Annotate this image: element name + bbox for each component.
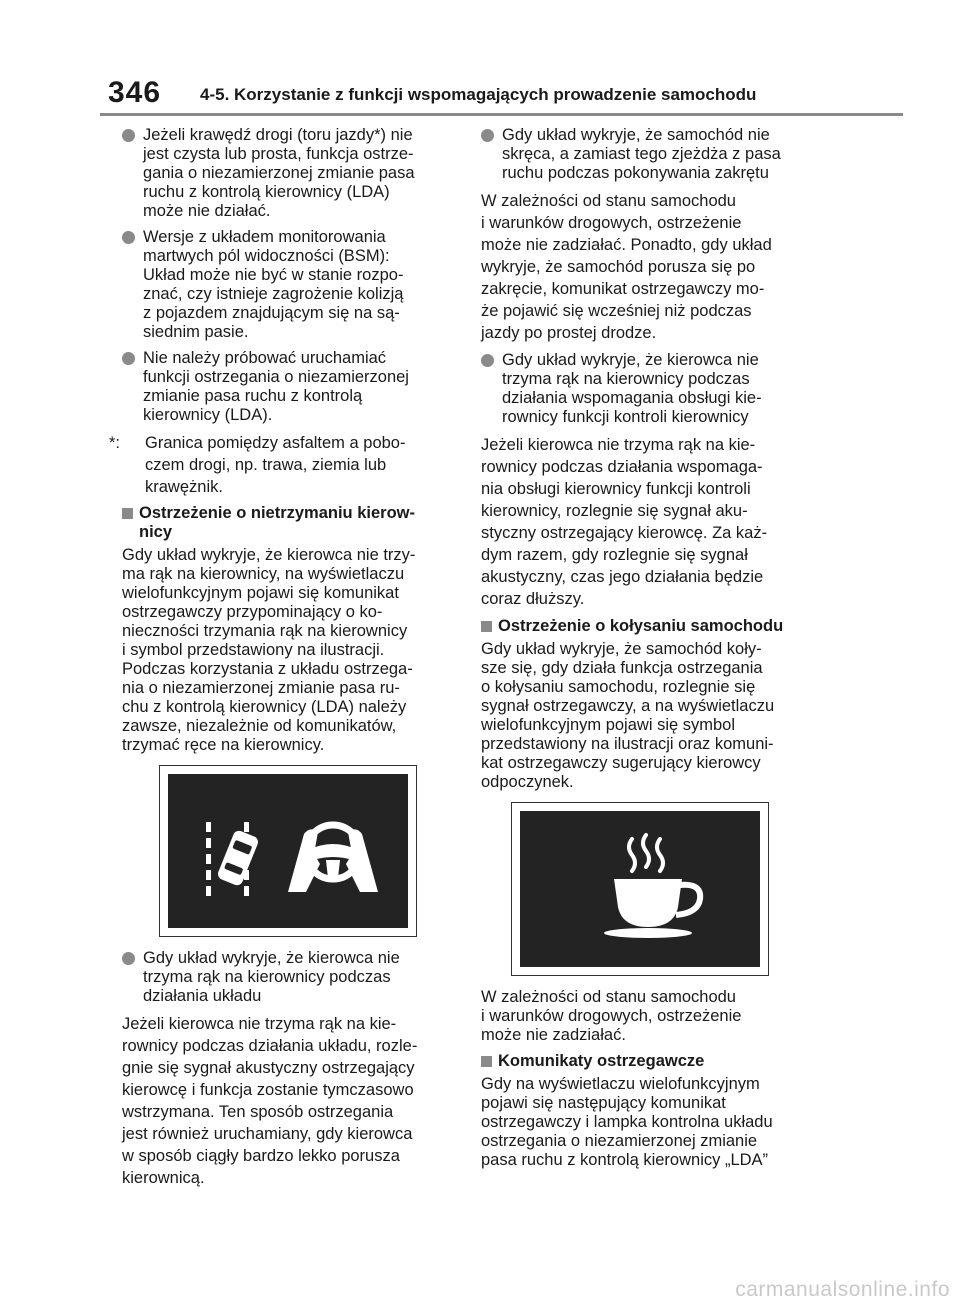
text-line: że pojawić się wcześniej niż podczas (481, 302, 752, 320)
text-line: działania układu (143, 987, 262, 1005)
text-line: kierownicy, rozlegnie się sygnał aku- (481, 502, 748, 520)
figure-lda-warning (159, 765, 417, 937)
text-line: wielofunkcyjnym pojawi się symbol (481, 716, 736, 734)
text-line: i warunków drogowych, ostrzeżenie (481, 1007, 742, 1025)
text-line: i warunków drogowych, ostrzeżenie (481, 214, 742, 232)
text-line: Gdy układ wykryje, że samochód nie (502, 126, 770, 144)
text-line: Jeżeli krawędź drogi (toru jazdy*) nie (143, 126, 413, 144)
footnote (109, 432, 452, 498)
right-column (481, 126, 811, 1177)
square-bullet-icon (122, 508, 133, 519)
lane-departure-icon (206, 822, 260, 896)
text-line: może nie zadziałać. (481, 1026, 626, 1044)
text-line: kierowcę i funkcja zostanie tymczasowo (122, 1081, 414, 1099)
chapter-title: 4-5. Korzystanie z funkcji wspomagających prowadzenie samochodu (200, 85, 757, 104)
text-line: ruchu podczas pokonywania zakrętu (502, 164, 769, 182)
text-line: Układ może nie być w stanie rozpo- (143, 266, 404, 284)
text-line: przedstawiony na ilustracji oraz komuni- (481, 735, 774, 753)
circle-bullet-icon (481, 354, 494, 367)
text-line: Ostrzeżenie o kołysaniu samochodu (498, 617, 784, 635)
display-screen (520, 811, 760, 967)
text-line: Ostrzeżenie o nietrzymaniu kierow- (139, 504, 415, 522)
circle-bullet-icon (122, 952, 135, 965)
section-heading-sway (481, 617, 811, 636)
text-line: znać, czy istnieje zagrożenie kolizją (143, 285, 404, 303)
watermark: carmanualsonline.info (735, 1278, 950, 1301)
bullet-road-edge (122, 126, 452, 221)
text-line: pasa ruchu z kontrolą kierownicy „LDA” (481, 1151, 769, 1169)
text-line: nieczności trzymania rąk na kierownicy (122, 622, 408, 640)
text-line: ruchu z kontrolą kierownicy (LDA) (143, 183, 390, 201)
hands-on-wheel-icon (288, 825, 378, 892)
square-bullet-icon (481, 621, 492, 632)
text-line: rownicy podczas działania wspomaga- (481, 458, 763, 476)
text-line: rownicy podczas działania układu, rozle- (122, 1037, 418, 1055)
text-line: Wersje z układem monitorowania (143, 228, 386, 246)
paragraph-curve (481, 190, 811, 344)
text-line: dym razem, gdy rozlegnie się sygnał (481, 546, 748, 564)
text-line: i symbol przedstawiony na ilustracji. (122, 641, 385, 659)
text-line: może nie działać. (143, 202, 271, 220)
text-line: styczny ostrzegający kierowcę. Za każ- (481, 524, 768, 542)
coffee-cup-icon (604, 835, 700, 938)
display-screen (168, 774, 408, 928)
circle-bullet-icon (122, 129, 135, 142)
figure-sway-warning (511, 802, 769, 976)
footnote-mark: *: (109, 434, 121, 452)
text-line: Nie należy próbować uruchamiać (143, 349, 387, 367)
text-line: wykryje, że samochód porusza się po (481, 258, 756, 276)
text-line: zmianie pasa ruchu z kontrolą (143, 387, 363, 405)
section-heading-hands-off (122, 504, 452, 542)
text-line: Gdy układ wykryje, że kierowca nie trzy- (122, 546, 416, 564)
text-line: coraz dłuższy. (481, 590, 585, 608)
text-line: jazdy po prostej drodze. (481, 324, 657, 342)
text-line: kat ostrzegawczy sugerujący kierowcy (481, 754, 761, 772)
text-line: Jeżeli kierowca nie trzyma rąk na kie- (481, 436, 756, 454)
text-line: Podczas korzystania z układu ostrzega- (122, 660, 413, 678)
text-line: Gdy układ wykryje, że samochód koły- (481, 640, 762, 658)
bullet-curve (481, 126, 811, 183)
text-line: gnie się sygnał akustyczny ostrzegający (122, 1059, 415, 1077)
text-line: akustyczny, czas jego działania będzie (481, 568, 764, 586)
bullet-bsm (122, 228, 452, 342)
text-line: jest również uruchamiany, gdy kierowca (122, 1125, 413, 1143)
text-line: zawsze, niezależnie od komunikatów, (122, 717, 397, 735)
text-line: z pojazdem znajdującym się na są- (143, 304, 400, 322)
paragraph-sway (481, 640, 811, 792)
text-line: sze się, gdy działa funkcja ostrzegania (481, 659, 763, 677)
square-bullet-icon (481, 1056, 492, 1067)
text-line: kierownicy (LDA). (143, 406, 273, 424)
paragraph-sway-condition (481, 988, 811, 1045)
text-line: Komunikaty ostrzegawcze (498, 1052, 705, 1070)
bullet-do-not-activate (122, 349, 452, 425)
text-line: zakręcie, komunikat ostrzegawczy mo- (481, 280, 765, 298)
bullet-hands-off-during-operation (122, 949, 452, 1006)
text-line: w sposób ciągły bardzo lekko porusza (122, 1147, 400, 1165)
text-line: Gdy na wyświetlaczu wielofunkcyjnym (481, 1075, 760, 1093)
circle-bullet-icon (122, 352, 135, 365)
paragraph-warnings (481, 1075, 811, 1170)
paragraph-hands-off (122, 546, 452, 755)
text-line: gania o niezamierzonej zmianie pasa (143, 164, 415, 182)
text-line: W zależności od stanu samochodu (481, 988, 736, 1006)
text-line: siednim pasie. (143, 323, 249, 341)
text-line: działania wspomagania obsługi kie- (502, 389, 762, 407)
text-line: może nie zadziałać. Ponadto, gdy układ (481, 236, 772, 254)
text-line: Gdy układ wykryje, że kierowca nie (143, 949, 400, 967)
sway-symbol (520, 811, 760, 967)
text-line: wielofunkcyjnym pojawi się komunikat (122, 584, 399, 602)
text-line: funkcji ostrzegania o niezamierzonej (143, 368, 409, 386)
text-line: nicy (139, 523, 173, 541)
text-line: ostrzegania o niezamierzonej zmianie (481, 1132, 758, 1150)
paragraph-hands-off-operation (122, 1013, 452, 1189)
text-line: Granica pomiędzy asfaltem a pobo- (145, 434, 406, 452)
text-line: trzyma rąk na kierownicy podczas (143, 968, 391, 986)
text-line: wstrzymana. Ten sposób ostrzegania (122, 1103, 394, 1121)
circle-bullet-icon (122, 231, 135, 244)
paragraph-steering-assist (481, 434, 811, 610)
section-heading-warnings (481, 1052, 811, 1071)
text-line: W zależności od stanu samochodu (481, 192, 736, 210)
text-line: ma rąk na kierownicy, na wyświetlaczu (122, 565, 405, 583)
text-line: chu z kontrolą kierownicy (LDA) należy (122, 698, 407, 716)
text-line: nia o niezamierzonej zmianie pasa ru- (122, 679, 400, 697)
text-line: trzyma rąk na kierownicy podczas (502, 370, 750, 388)
text-line: sygnał ostrzegawczy, a na wyświetlaczu (481, 697, 775, 715)
text-line: jest czysta lub prosta, funkcja ostrze- (143, 145, 414, 163)
lda-symbols (168, 774, 408, 928)
text-line: ostrzegawczy przypominający o ko- (122, 603, 383, 621)
text-line: odpoczynek. (481, 773, 574, 791)
left-column (109, 126, 452, 1196)
text-line: nia obsługi kierownicy funkcji kontroli (481, 480, 751, 498)
text-line: Jeżeli kierowca nie trzyma rąk na kie- (122, 1015, 397, 1033)
page-header (0, 0, 960, 120)
text-line: Gdy układ wykryje, że kierowca nie (502, 351, 759, 369)
text-line: rownicy funkcji kontroli kierownicy (502, 408, 749, 426)
text-line: krawężnik. (145, 478, 223, 496)
page-number: 346 (108, 76, 162, 109)
header-divider (100, 113, 903, 116)
circle-bullet-icon (481, 129, 494, 142)
text-line: czem drogi, np. trawa, ziemia lub (145, 456, 387, 474)
text-line: trzymać ręce na kierownicy. (122, 736, 325, 754)
text-line: pojawi się następujący komunikat (481, 1094, 726, 1112)
bullet-steering-assist (481, 351, 811, 427)
text-line: ostrzegawczy i lampka kontrolna układu (481, 1113, 773, 1131)
text-line: martwych pól widoczności (BSM): (143, 247, 390, 265)
text-line: kierownicą. (122, 1169, 205, 1187)
text-line: o kołysaniu samochodu, rozlegnie się (481, 678, 756, 696)
text-line: skręca, a zamiast tego zjeżdża z pasa (502, 145, 781, 163)
